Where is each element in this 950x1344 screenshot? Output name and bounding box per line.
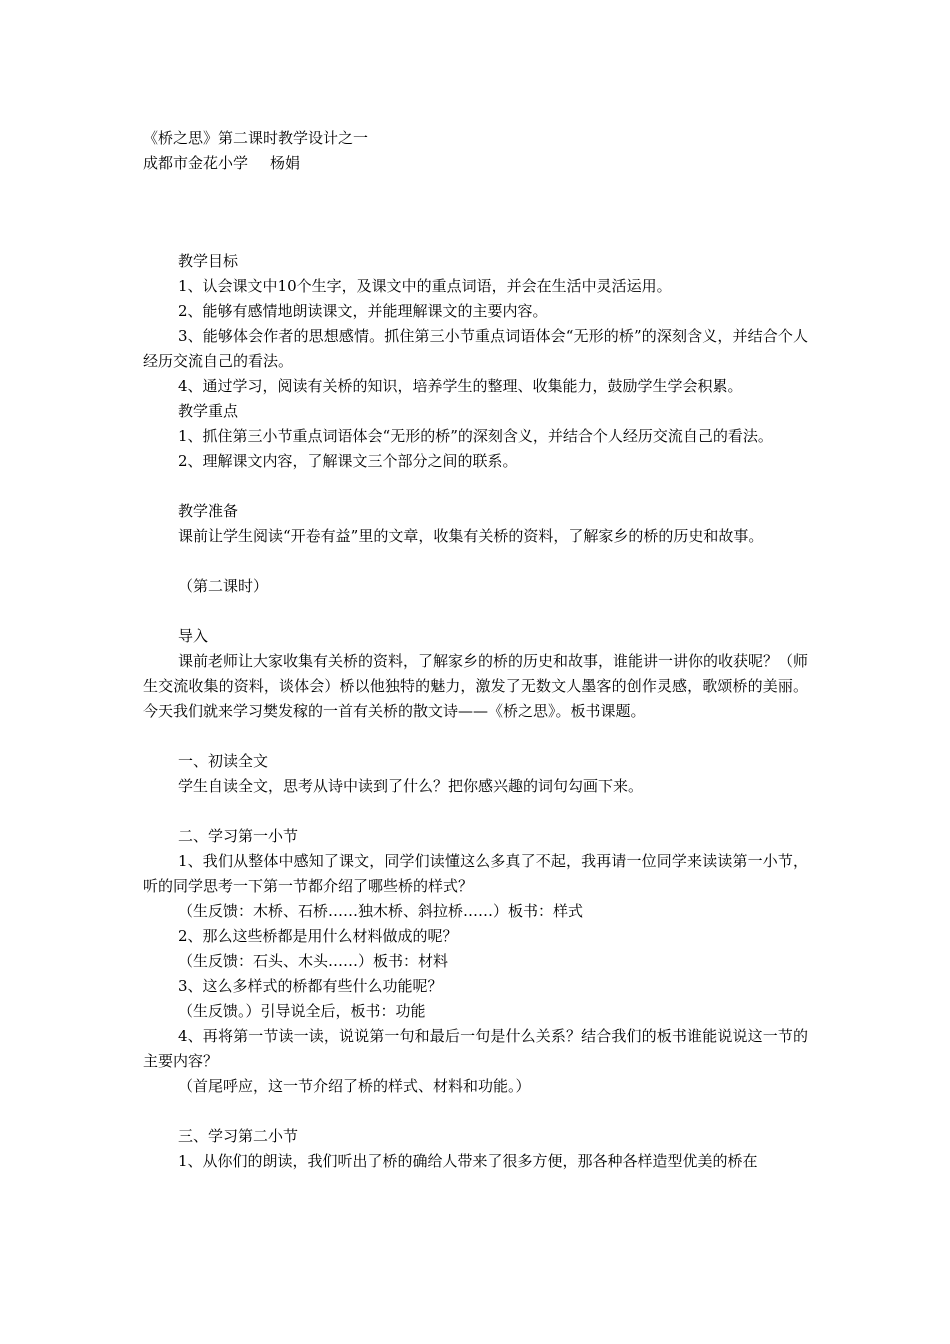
preparation-heading: 教学准备	[178, 502, 239, 520]
author-line	[143, 151, 823, 176]
goal-item: 1、认会课文中10个生字，及课文中的重点词语，并会在生活中灵活运用。	[178, 277, 672, 295]
key-point-item: 1、抓住第三小节重点词语体会“无形的桥”的深刻含义，并结合个人经历交流自己的看法。	[178, 427, 773, 445]
document-header	[143, 126, 823, 176]
preparation-text: 课前让学生阅读“开卷有益”里的文章，收集有关桥的资料，了解家乡的桥的历史和故事。	[178, 527, 764, 545]
section2-item: （首尾呼应，这一节介绍了桥的样式、材料和功能。）	[178, 1077, 531, 1095]
section1-text: 学生自读全文，思考从诗中读到了什么？把你感兴趣的词句勾画下来。	[178, 777, 644, 795]
section2-item: 3、这么多样式的桥都有些什么功能呢？	[178, 977, 443, 995]
document-body	[143, 249, 808, 1174]
section3-heading: 三、学习第二小节	[178, 1127, 299, 1145]
key-points-heading: 教学重点	[178, 402, 239, 420]
section2-item: 2、那么这些桥都是用什么材料做成的呢？	[178, 927, 458, 945]
section2-item: 4、再将第一节读一读，说说第一句和最后一句是什么关系？结合我们的板书谁能说说这一节的主要内容？	[143, 1027, 808, 1070]
goal-item: 2、能够有感情地朗读课文，并能理解课文的主要内容。	[178, 302, 548, 320]
intro-text: 课前老师让大家收集有关桥的资料，了解家乡的桥的历史和故事，谁能讲一讲你的收获呢？（师生交流收集的资料，谈体会）桥以他独特的魅力，激发了无数文人墨客的创作灵感，歌颂桥的美丽。今天我们就来学习樊发稼的一首有关桥的散文诗——《桥之思》。板书课题。	[143, 652, 809, 720]
section2-heading: 二、学习第一小节	[178, 827, 299, 845]
intro-heading: 导入	[178, 627, 209, 645]
document-title: 《桥之思》第二课时教学设计之一	[143, 129, 369, 147]
section2-item: （生反馈。）引导说全后，板书：功能	[178, 1002, 426, 1020]
section3-item: 1、从你们的朗读，我们听出了桥的确给人带来了很多方便，那各种各样造型优美的桥在	[178, 1152, 758, 1170]
section2-item: （生反馈：木桥、石桥……独木桥、斜拉桥……）板书：样式	[178, 902, 584, 920]
school-name: 成都市金花小学	[143, 154, 249, 172]
section1-heading: 一、初读全文	[178, 752, 269, 770]
section2-item: （生反馈：石头、木头……）板书：材料	[178, 952, 449, 970]
author-name: 杨娟	[270, 154, 301, 172]
goals-heading: 教学目标	[178, 252, 239, 270]
goal-item: 4、通过学习，阅读有关桥的知识，培养学生的整理、收集能力，鼓励学生学会积累。	[178, 377, 743, 395]
goal-item: 3、能够体会作者的思想感情。抓住第三小节重点词语体会“无形的桥”的深刻含义，并结合个人经历交流自己的看法。	[143, 327, 808, 370]
key-point-item: 2、理解课文内容，了解课文三个部分之间的联系。	[178, 452, 518, 470]
section2-item: 1、我们从整体中感知了课文，同学们读懂这么多真了不起，我再请一位同学来读读第一小节，听的同学思考一下第一节都介绍了哪些桥的样式？	[143, 852, 808, 895]
lesson-label: （第二课时）	[178, 577, 269, 595]
